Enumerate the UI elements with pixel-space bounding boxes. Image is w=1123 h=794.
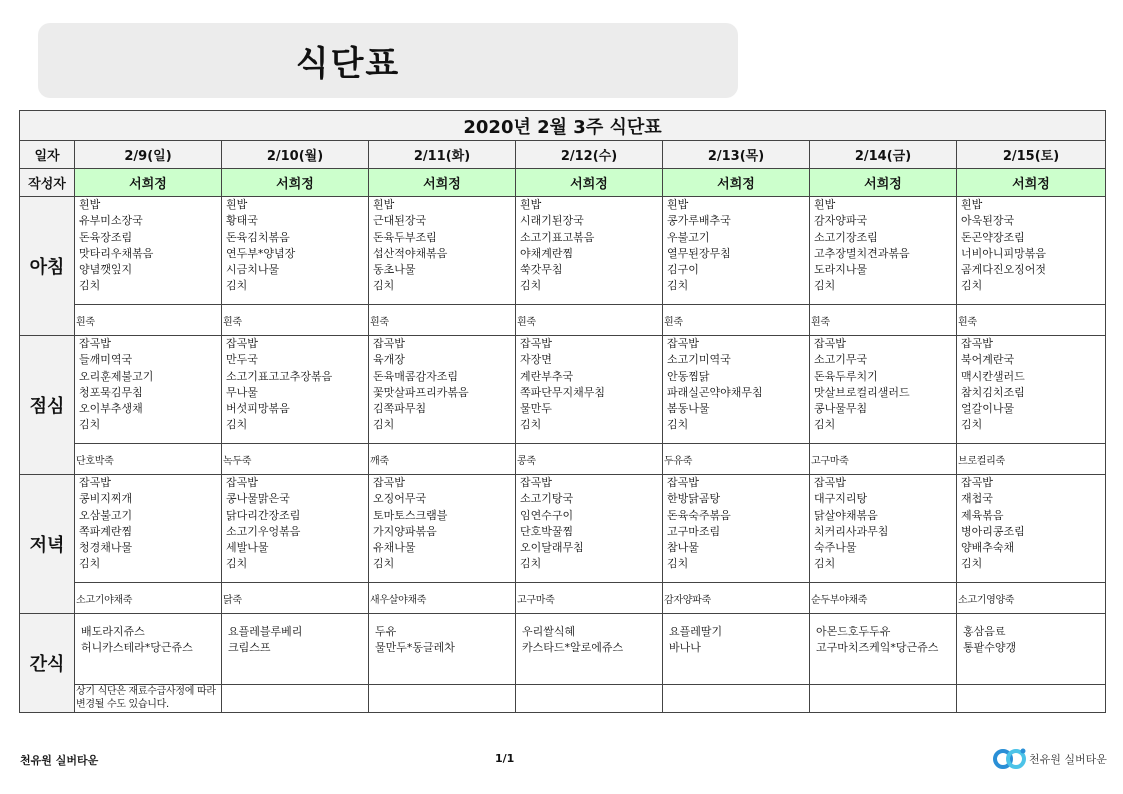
menu-item: 잡곡밥	[373, 337, 405, 350]
menu-item: 돈육매콤감자조림	[373, 369, 459, 383]
dinner-menu-cell	[810, 475, 957, 583]
menu-item: 쑥갓무침	[520, 263, 563, 277]
day-author: 서희정	[222, 169, 369, 197]
menu-item: 김쪽파무침	[373, 402, 427, 416]
breakfast-label: 아침	[20, 197, 75, 336]
menu-item: 소고기표고고추장볶음	[226, 369, 333, 383]
menu-item: 김치	[667, 418, 689, 432]
menu-item: 시래기된장국	[520, 214, 584, 228]
menu-item: 흰밥	[373, 198, 395, 211]
lunch-menu-cell	[516, 336, 663, 444]
menu-item: 맛타리우채볶음	[79, 246, 154, 260]
menu-item: 잡곡밥	[814, 476, 846, 489]
snack-item: 배도라지쥬스	[81, 625, 145, 638]
breakfast-menu-cell	[516, 197, 663, 305]
menu-item: 무나물	[226, 385, 258, 399]
day-author: 서희정	[516, 169, 663, 197]
menu-item: 김치	[226, 557, 248, 571]
snack-item: 요플레블루베리	[228, 625, 303, 638]
menu-item: 재첩국	[961, 492, 993, 506]
menu-item: 잡곡밥	[961, 337, 993, 350]
menu-item: 닭다리간장조림	[226, 508, 301, 522]
snack-item: 바나나	[669, 641, 701, 655]
lunch-menu-cell	[222, 336, 369, 444]
menu-item: 김치	[814, 279, 836, 293]
menu-item: 잡곡밥	[961, 476, 993, 489]
lunch-menu-cell	[810, 336, 957, 444]
snack-item: 아몬드호두두유	[816, 625, 891, 638]
menu-change-note: 상기 식단은 재료수급사정에 따라 변경될 수도 있습니다.	[75, 685, 222, 713]
menu-item: 근대된장국	[373, 214, 427, 228]
empty-cell	[957, 685, 1106, 713]
day-author: 서희정	[957, 169, 1106, 197]
day-date: 2/14(금)	[810, 141, 957, 169]
snack-item: 우리쌀식혜	[522, 625, 576, 638]
menu-item: 북어계란국	[961, 353, 1015, 367]
menu-item: 물만두	[520, 402, 552, 416]
breakfast-porridge-cell: 흰죽	[516, 305, 663, 336]
footer-page-number: 1/1	[495, 752, 515, 765]
snack-cell	[222, 614, 369, 685]
breakfast-menu-cell	[663, 197, 810, 305]
menu-item: 잡곡밥	[226, 476, 258, 489]
menu-item: 잡곡밥	[226, 337, 258, 350]
empty-cell	[663, 685, 810, 713]
menu-item: 아욱된장국	[961, 214, 1015, 228]
day-author: 서희정	[369, 169, 516, 197]
menu-item: 콩나물맑은국	[226, 492, 290, 506]
menu-item: 흰밥	[814, 198, 836, 211]
menu-item: 양념깻잎지	[79, 263, 133, 277]
snack-item: 두유	[375, 625, 397, 638]
menu-item: 닭살야채볶음	[814, 508, 878, 522]
day-date: 2/11(화)	[369, 141, 516, 169]
menu-item: 김치	[226, 418, 248, 432]
menu-item: 숙주나물	[814, 541, 857, 555]
day-author: 서희정	[810, 169, 957, 197]
menu-item: 맛살브로컬리샐러드	[814, 385, 910, 399]
menu-item: 토마토스크램블	[373, 508, 448, 522]
snack-cell	[957, 614, 1106, 685]
menu-item: 김치	[667, 557, 689, 571]
snack-item: 허니카스테라*당근쥬스	[81, 641, 193, 655]
breakfast-porridge-cell: 흰죽	[222, 305, 369, 336]
snack-item: 카스타드*알로에쥬스	[522, 641, 624, 655]
menu-item: 가지양파볶음	[373, 524, 437, 538]
dinner-porridge-cell: 닭죽	[222, 583, 369, 614]
menu-item: 청포묵김무침	[79, 385, 143, 399]
menu-item: 계란부추국	[520, 369, 574, 383]
lunch-menu-cell	[369, 336, 516, 444]
menu-item: 김치	[961, 418, 983, 432]
menu-item: 돈육장조림	[79, 230, 133, 244]
title-banner	[38, 23, 738, 98]
menu-item: 김치	[373, 279, 395, 293]
menu-item: 참치김치조림	[961, 385, 1025, 399]
breakfast-porridge-cell: 흰죽	[810, 305, 957, 336]
lunch-menu-cell	[663, 336, 810, 444]
menu-item: 육개장	[373, 353, 405, 367]
menu-item: 세발나물	[226, 541, 269, 555]
menu-item: 오삼불고기	[79, 508, 133, 522]
snack-item: 홍삼음료	[963, 625, 1006, 638]
snack-cell	[810, 614, 957, 685]
snack-cell	[75, 614, 222, 685]
menu-item: 김치	[79, 557, 101, 571]
menu-item: 쪽파계란찜	[79, 524, 133, 538]
dinner-porridge-cell: 감자양파죽	[663, 583, 810, 614]
menu-item: 야채계란찜	[520, 246, 574, 260]
menu-item: 콩나물무침	[814, 402, 868, 416]
menu-item: 유채나물	[373, 541, 416, 555]
breakfast-menu-cell	[75, 197, 222, 305]
empty-cell	[810, 685, 957, 713]
snack-cell	[663, 614, 810, 685]
dinner-porridge-cell: 소고기야채죽	[75, 583, 222, 614]
menu-item: 감자양파국	[814, 214, 868, 228]
menu-item: 단호박꿀찜	[520, 524, 574, 538]
menu-item: 김구이	[667, 263, 699, 277]
menu-item: 꽃맛살파프리카볶음	[373, 385, 469, 399]
lunch-menu-cell	[75, 336, 222, 444]
menu-item: 소고기미역국	[667, 353, 731, 367]
dinner-porridge-cell: 새우살야채죽	[369, 583, 516, 614]
menu-item: 돈육두루치기	[814, 369, 878, 383]
menu-item: 김치	[79, 279, 101, 293]
lunch-label: 점심	[20, 336, 75, 475]
menu-item: 콩가루배추국	[667, 214, 731, 228]
menu-item: 오징어무국	[373, 492, 427, 506]
menu-item: 소고기우엉볶음	[226, 524, 301, 538]
snack-item: 크림스프	[228, 641, 271, 655]
menu-item: 돈육김치볶음	[226, 230, 290, 244]
menu-item: 황태국	[226, 214, 258, 228]
menu-item: 잡곡밥	[520, 476, 552, 489]
menu-item: 김치	[961, 279, 983, 293]
breakfast-menu-cell	[222, 197, 369, 305]
empty-cell	[516, 685, 663, 713]
menu-item: 잡곡밥	[79, 337, 111, 350]
note-row	[20, 685, 1106, 713]
menu-item: 돈육숙주볶음	[667, 508, 731, 522]
table-caption: 2020년 2월 3주 식단표	[20, 111, 1106, 141]
menu-item: 얼갈이나물	[961, 402, 1015, 416]
menu-item: 청경채나물	[79, 541, 133, 555]
menu-item: 흰밥	[79, 198, 101, 211]
menu-item: 흰밥	[520, 198, 542, 211]
breakfast-porridge-cell: 흰죽	[369, 305, 516, 336]
menu-item: 잡곡밥	[667, 476, 699, 489]
dinner-porridge-cell: 소고기영양죽	[957, 583, 1106, 614]
menu-item: 김치	[79, 418, 101, 432]
menu-item: 잡곡밥	[373, 476, 405, 489]
menu-item: 흰밥	[667, 198, 689, 211]
footer-company: 천유원 실버타운	[20, 754, 99, 767]
menu-item: 봄동나물	[667, 402, 710, 416]
breakfast-porridge-cell: 흰죽	[75, 305, 222, 336]
menu-item: 김치	[961, 557, 983, 571]
day-date: 2/12(수)	[516, 141, 663, 169]
menu-item: 곰게다진오징어젓	[961, 263, 1047, 277]
lunch-porridge-cell: 깨죽	[369, 444, 516, 475]
menu-item: 돈육두부조림	[373, 230, 437, 244]
menu-item: 김치	[520, 418, 542, 432]
snack-cell	[516, 614, 663, 685]
snack-item: 통팥수양갱	[963, 641, 1017, 655]
menu-item: 오이달래무침	[520, 541, 584, 555]
footer-logo	[993, 746, 1107, 772]
menu-item: 너비아니피망볶음	[961, 246, 1047, 260]
menu-item: 콩비지찌개	[79, 492, 133, 506]
dinner-menu-cell	[369, 475, 516, 583]
dinner-label: 저녁	[20, 475, 75, 614]
day-date: 2/9(일)	[75, 141, 222, 169]
footer-logo-text: 천유원 실버타운	[1029, 753, 1107, 766]
date-label: 일자	[20, 141, 75, 169]
day-date: 2/15(토)	[957, 141, 1106, 169]
menu-item: 제육볶음	[961, 508, 1004, 522]
menu-item: 잡곡밥	[667, 337, 699, 350]
menu-item: 동초나물	[373, 263, 416, 277]
menu-item: 잡곡밥	[520, 337, 552, 350]
menu-item: 소고기탕국	[520, 492, 574, 506]
menu-item: 김치	[814, 557, 836, 571]
dinner-menu-cell	[75, 475, 222, 583]
menu-item: 쪽파단무지채무침	[520, 385, 606, 399]
menu-item: 유부미소장국	[79, 214, 143, 228]
menu-item: 양배추숙채	[961, 541, 1015, 555]
menu-item: 김치	[520, 557, 542, 571]
menu-item: 고구마조림	[667, 524, 721, 538]
menu-item: 흰밥	[226, 198, 248, 211]
menu-item: 우불고기	[667, 230, 710, 244]
lunch-menu-row	[20, 336, 1106, 444]
menu-item: 김치	[667, 279, 689, 293]
menu-item: 김치	[226, 279, 248, 293]
lunch-porridge-cell: 두유죽	[663, 444, 810, 475]
date-row	[20, 141, 1106, 169]
snack-cell	[369, 614, 516, 685]
lunch-porridge-cell: 단호박죽	[75, 444, 222, 475]
menu-item: 오리훈제불고기	[79, 369, 154, 383]
breakfast-menu-cell	[810, 197, 957, 305]
breakfast-menu-cell	[369, 197, 516, 305]
snack-item: 물만두*동글레차	[375, 641, 455, 655]
menu-item: 고추장멸치견과볶음	[814, 246, 910, 260]
dinner-menu-cell	[222, 475, 369, 583]
dinner-porridge-row	[20, 583, 1106, 614]
menu-item: 치커리사과무침	[814, 524, 889, 538]
dinner-porridge-cell: 순두부야채죽	[810, 583, 957, 614]
menu-item: 열무된장무침	[667, 246, 731, 260]
menu-item: 잡곡밥	[79, 476, 111, 489]
menu-item: 맥시칸샐러드	[961, 369, 1025, 383]
dinner-menu-cell	[516, 475, 663, 583]
author-label: 작성자	[20, 169, 75, 197]
breakfast-porridge-row	[20, 305, 1106, 336]
menu-item: 잡곡밥	[814, 337, 846, 350]
dinner-menu-cell	[663, 475, 810, 583]
menu-item: 소고기표고볶음	[520, 230, 595, 244]
menu-item: 김치	[814, 418, 836, 432]
menu-item: 한방닭곰탕	[667, 492, 721, 506]
menu-item: 버섯피망볶음	[226, 402, 290, 416]
lunch-porridge-cell: 브로컬리죽	[957, 444, 1106, 475]
dinner-menu-cell	[957, 475, 1106, 583]
menu-item: 김치	[520, 279, 542, 293]
breakfast-menu-cell	[957, 197, 1106, 305]
menu-item: 시금치나물	[226, 263, 280, 277]
menu-item: 참나물	[667, 541, 699, 555]
empty-cell	[369, 685, 516, 713]
menu-item: 파래실곤약야채무침	[667, 385, 763, 399]
menu-item: 만두국	[226, 353, 258, 367]
page-title: 식단표	[295, 44, 401, 84]
dinner-porridge-cell: 고구마죽	[516, 583, 663, 614]
day-author: 서희정	[75, 169, 222, 197]
menu-item: 김치	[373, 418, 395, 432]
menu-item: 김치	[373, 557, 395, 571]
lunch-porridge-cell: 고구마죽	[810, 444, 957, 475]
snack-row	[20, 614, 1106, 685]
menu-item: 소고기무국	[814, 353, 868, 367]
menu-item: 들깨미역국	[79, 353, 133, 367]
menu-item: 흰밥	[961, 198, 983, 211]
lunch-porridge-row	[20, 444, 1106, 475]
empty-cell	[222, 685, 369, 713]
menu-table	[19, 110, 1106, 713]
dinner-menu-row	[20, 475, 1106, 583]
menu-item: 섭산적야채볶음	[373, 246, 448, 260]
menu-item: 병아리콩조림	[961, 524, 1025, 538]
menu-item: 안동찜닭	[667, 369, 710, 383]
lunch-porridge-cell: 콩죽	[516, 444, 663, 475]
menu-item: 도라지나물	[814, 263, 868, 277]
snack-label: 간식	[20, 614, 75, 713]
snack-item: 요플레딸기	[669, 625, 723, 638]
menu-item: 대구지리탕	[814, 492, 868, 506]
day-author: 서희정	[663, 169, 810, 197]
day-date: 2/13(목)	[663, 141, 810, 169]
menu-item: 임연수구이	[520, 508, 574, 522]
menu-item: 돈곤약장조림	[961, 230, 1025, 244]
menu-item: 소고기장조림	[814, 230, 878, 244]
menu-item: 자장면	[520, 353, 552, 367]
day-date: 2/10(월)	[222, 141, 369, 169]
breakfast-porridge-cell: 흰죽	[663, 305, 810, 336]
author-row	[20, 169, 1106, 197]
chunyuwon-logo-icon	[993, 746, 1027, 772]
lunch-porridge-cell: 녹두죽	[222, 444, 369, 475]
breakfast-menu-row	[20, 197, 1106, 305]
breakfast-porridge-cell: 흰죽	[957, 305, 1106, 336]
menu-item: 오이부추생채	[79, 402, 143, 416]
menu-item: 연두부*양념장	[226, 246, 296, 260]
lunch-menu-cell	[957, 336, 1106, 444]
snack-item: 고구마치즈케잌*당근쥬스	[816, 641, 939, 655]
